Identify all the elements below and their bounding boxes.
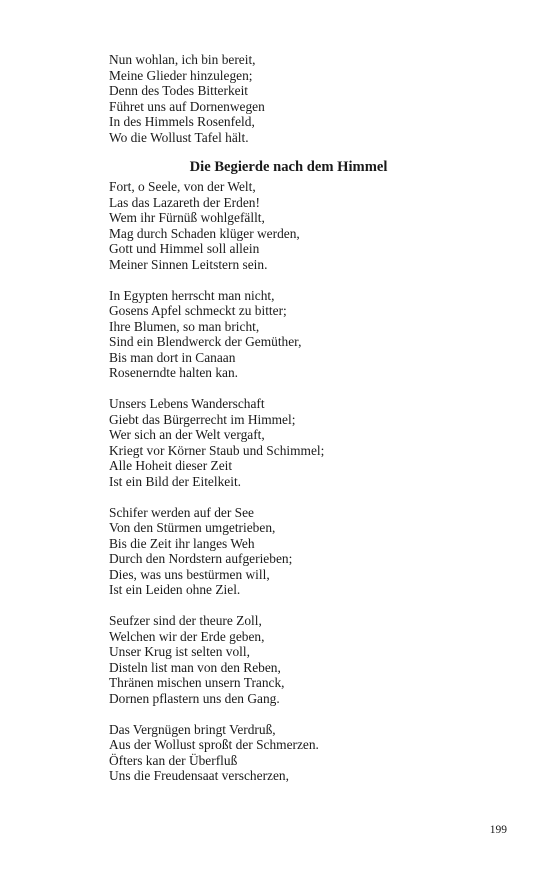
verse-line: Öfters kan der Überfluß: [109, 752, 238, 768]
verse-line: Rosenerndte halten kan.: [109, 365, 239, 380]
page-body: [109, 52, 469, 784]
verse-line: Welchen wir der Erde geben,: [109, 628, 265, 644]
stanza-gap: [109, 272, 469, 288]
verse-line: Denn des Todes Bitterkeit: [109, 83, 249, 98]
verse-line: Gosens Apfel schmeckt zu bitter;: [109, 303, 287, 318]
verse-line: Durch den Nordstern aufgerieben;: [109, 551, 293, 566]
stanza: [109, 179, 469, 272]
verse-line: Mag durch Schaden klüger werden,: [109, 225, 300, 241]
stanza-gap: [109, 381, 469, 397]
verse-line: Wem ihr Fürnüß wohlgefällt,: [109, 210, 265, 225]
verse-line: Las das Lazareth der Erden!: [109, 194, 260, 210]
verse-line: Gott und Himmel soll allein: [109, 241, 260, 256]
verse-line: In Egypten herrscht man nicht,: [109, 287, 275, 303]
stanza: [109, 722, 469, 784]
verse-line: Führet uns auf Dornenwegen: [109, 98, 265, 114]
verse-line: Unser Krug ist selten voll,: [109, 644, 250, 659]
verse-line: Dies, was uns bestürmen will,: [109, 566, 270, 582]
verse-line: Aus der Wollust sproßt der Schmerzen.: [109, 737, 319, 752]
verse-line: Meiner Sinnen Leitstern sein.: [109, 256, 268, 272]
verse-line: Das Vergnügen bringt Verdruß,: [109, 721, 276, 737]
verse-line: Kriegt vor Körner Staub und Schimmel;: [109, 442, 325, 458]
verse-line: Fort, o Seele, von der Welt,: [109, 179, 256, 194]
verse-line: Nun wohlan, ich bin bereit,: [109, 52, 256, 67]
verse-line: Wo die Wollust Tafel hält.: [109, 129, 249, 145]
verse-line: Bis die Zeit ihr langes Weh: [109, 535, 255, 551]
verse-line: Schifer werden auf der See: [109, 504, 254, 520]
poem-title-wrap: [133, 158, 444, 176]
verse-line: Alle Hoheit dieser Zeit: [109, 458, 233, 473]
verse-line: Thränen mischen unsern Tranck,: [109, 675, 285, 690]
verse-line: Von den Stürmen umgetrieben,: [109, 520, 276, 535]
verse-line: Wer sich an der Welt vergaft,: [109, 427, 265, 442]
verse-line: Giebt das Bürgerrecht im Himmel;: [109, 411, 296, 427]
page-number: 199: [489, 824, 507, 836]
verse-line: Unsers Lebens Wanderschaft: [109, 396, 265, 411]
poem-title: Die Begierde nach dem Himmel: [189, 159, 388, 175]
verse-line: Ist ein Leiden ohne Ziel.: [109, 582, 241, 597]
verse-line: Ist ein Bild der Eitelkeit.: [109, 473, 242, 489]
stanza-gap: [109, 598, 469, 614]
verse-line: Ihre Blumen, so man bricht,: [109, 318, 260, 334]
stanza: [109, 505, 469, 598]
stanza: [109, 613, 469, 706]
stanza: [109, 288, 469, 381]
stanza-gap: [109, 706, 469, 722]
stanza: [109, 396, 469, 489]
verse-line: Uns die Freudensaat verscherzen,: [109, 768, 289, 783]
verse-line: Meine Glieder hinzulegen;: [109, 67, 253, 83]
verse-line: Dornen pflastern uns den Gang.: [109, 690, 280, 706]
verse-line: In des Himmels Rosenfeld,: [109, 114, 255, 129]
stanza-gap: [109, 489, 469, 505]
verse-line: Bis man dort in Canaan: [109, 349, 236, 365]
verse-line: Seufzer sind der theure Zoll,: [109, 613, 262, 628]
opening-stanza: [109, 52, 469, 145]
verse-line: Sind ein Blendwerck der Gemüther,: [109, 334, 302, 349]
verse-line: Disteln list man von den Reben,: [109, 659, 281, 675]
